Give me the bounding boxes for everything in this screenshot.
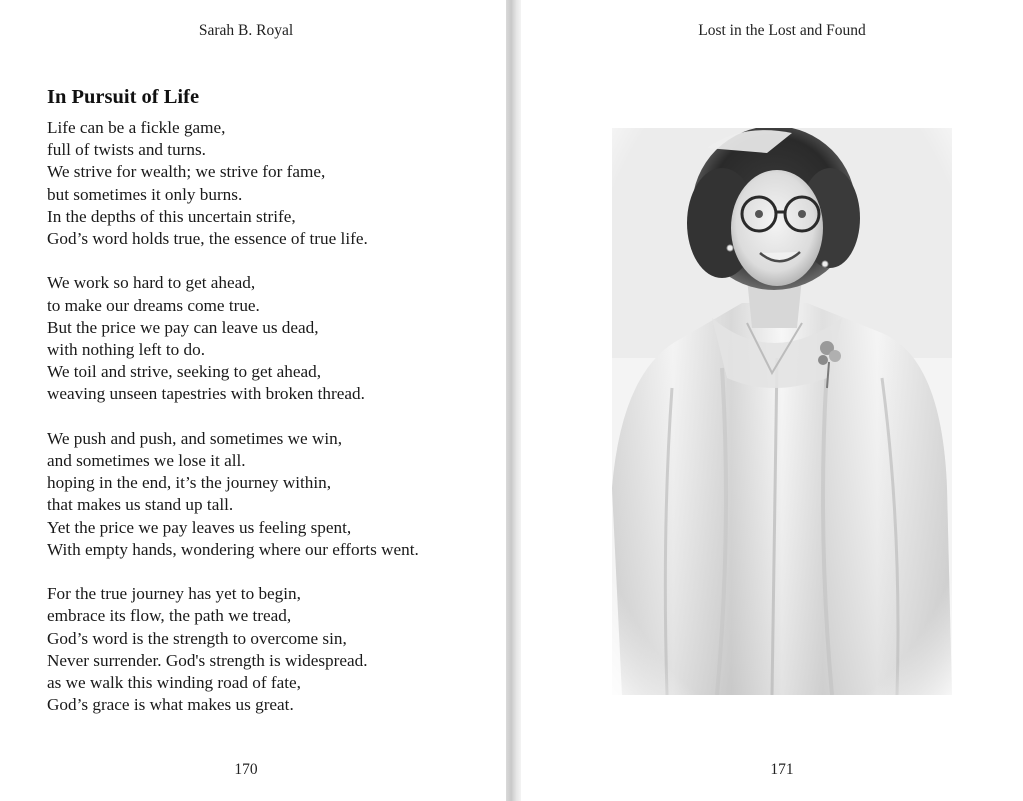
poem-line: and sometimes we lose it all. [47, 451, 246, 471]
poem-line: In the depths of this uncertain strife, [47, 206, 296, 226]
poem-stanza [47, 428, 427, 561]
poem-line: but sometimes it only burns. [47, 184, 243, 204]
poem-stanza [47, 272, 427, 405]
running-head-book-title: Lost in the Lost and Found [698, 22, 866, 39]
poem-line: We toil and strive, seeking to get ahead, [47, 362, 322, 382]
poem-line: weaving unseen tapestries with broken thread. [47, 384, 365, 404]
poem-line: God’s word is the strength to overcome sin, [47, 628, 347, 648]
graduation-photo [612, 128, 952, 695]
poem-line: Life can be a fickle game, [47, 118, 226, 137]
poem-line: We strive for wealth; we strive for fame, [47, 162, 326, 182]
poem-line: hoping in the end, it’s the journey within, [47, 473, 332, 493]
poem-line: as we walk this winding road of fate, [47, 673, 301, 693]
poem-line: that makes us stand up tall. [47, 495, 234, 515]
poem-stanza [47, 117, 427, 250]
book-spine [506, 0, 521, 801]
poem-body [47, 117, 427, 739]
poem-line: Never surrender. God's strength is widespread. [47, 650, 368, 670]
page-number: 171 [770, 761, 794, 778]
poem-line: We work so hard to get ahead, [47, 273, 256, 293]
poem-line: Yet the price we pay leaves us feeling spent, [47, 517, 352, 537]
left-page [0, 0, 506, 801]
poem-line: God’s word holds true, the essence of true life. [47, 229, 368, 249]
poem-line: to make our dreams come true. [47, 295, 260, 315]
poem-line: with nothing left to do. [47, 340, 206, 360]
poem-line: For the true journey has yet to begin, [47, 584, 301, 604]
poem-line: With empty hands, wondering where our efforts went. [47, 539, 419, 559]
poem-line: We push and push, and sometimes we win, [47, 428, 343, 448]
right-page [521, 0, 1023, 801]
page-number: 170 [234, 761, 258, 778]
running-head-author: Sarah B. Royal [198, 22, 294, 39]
poem-line: But the price we pay can leave us dead, [47, 317, 319, 337]
poem-title: In Pursuit of Life [47, 86, 200, 108]
poem-line: embrace its flow, the path we tread, [47, 606, 292, 626]
poem-line: full of twists and turns. [47, 140, 206, 160]
poem-line: God’s grace is what makes us great. [47, 695, 294, 715]
poem-stanza [47, 583, 427, 716]
